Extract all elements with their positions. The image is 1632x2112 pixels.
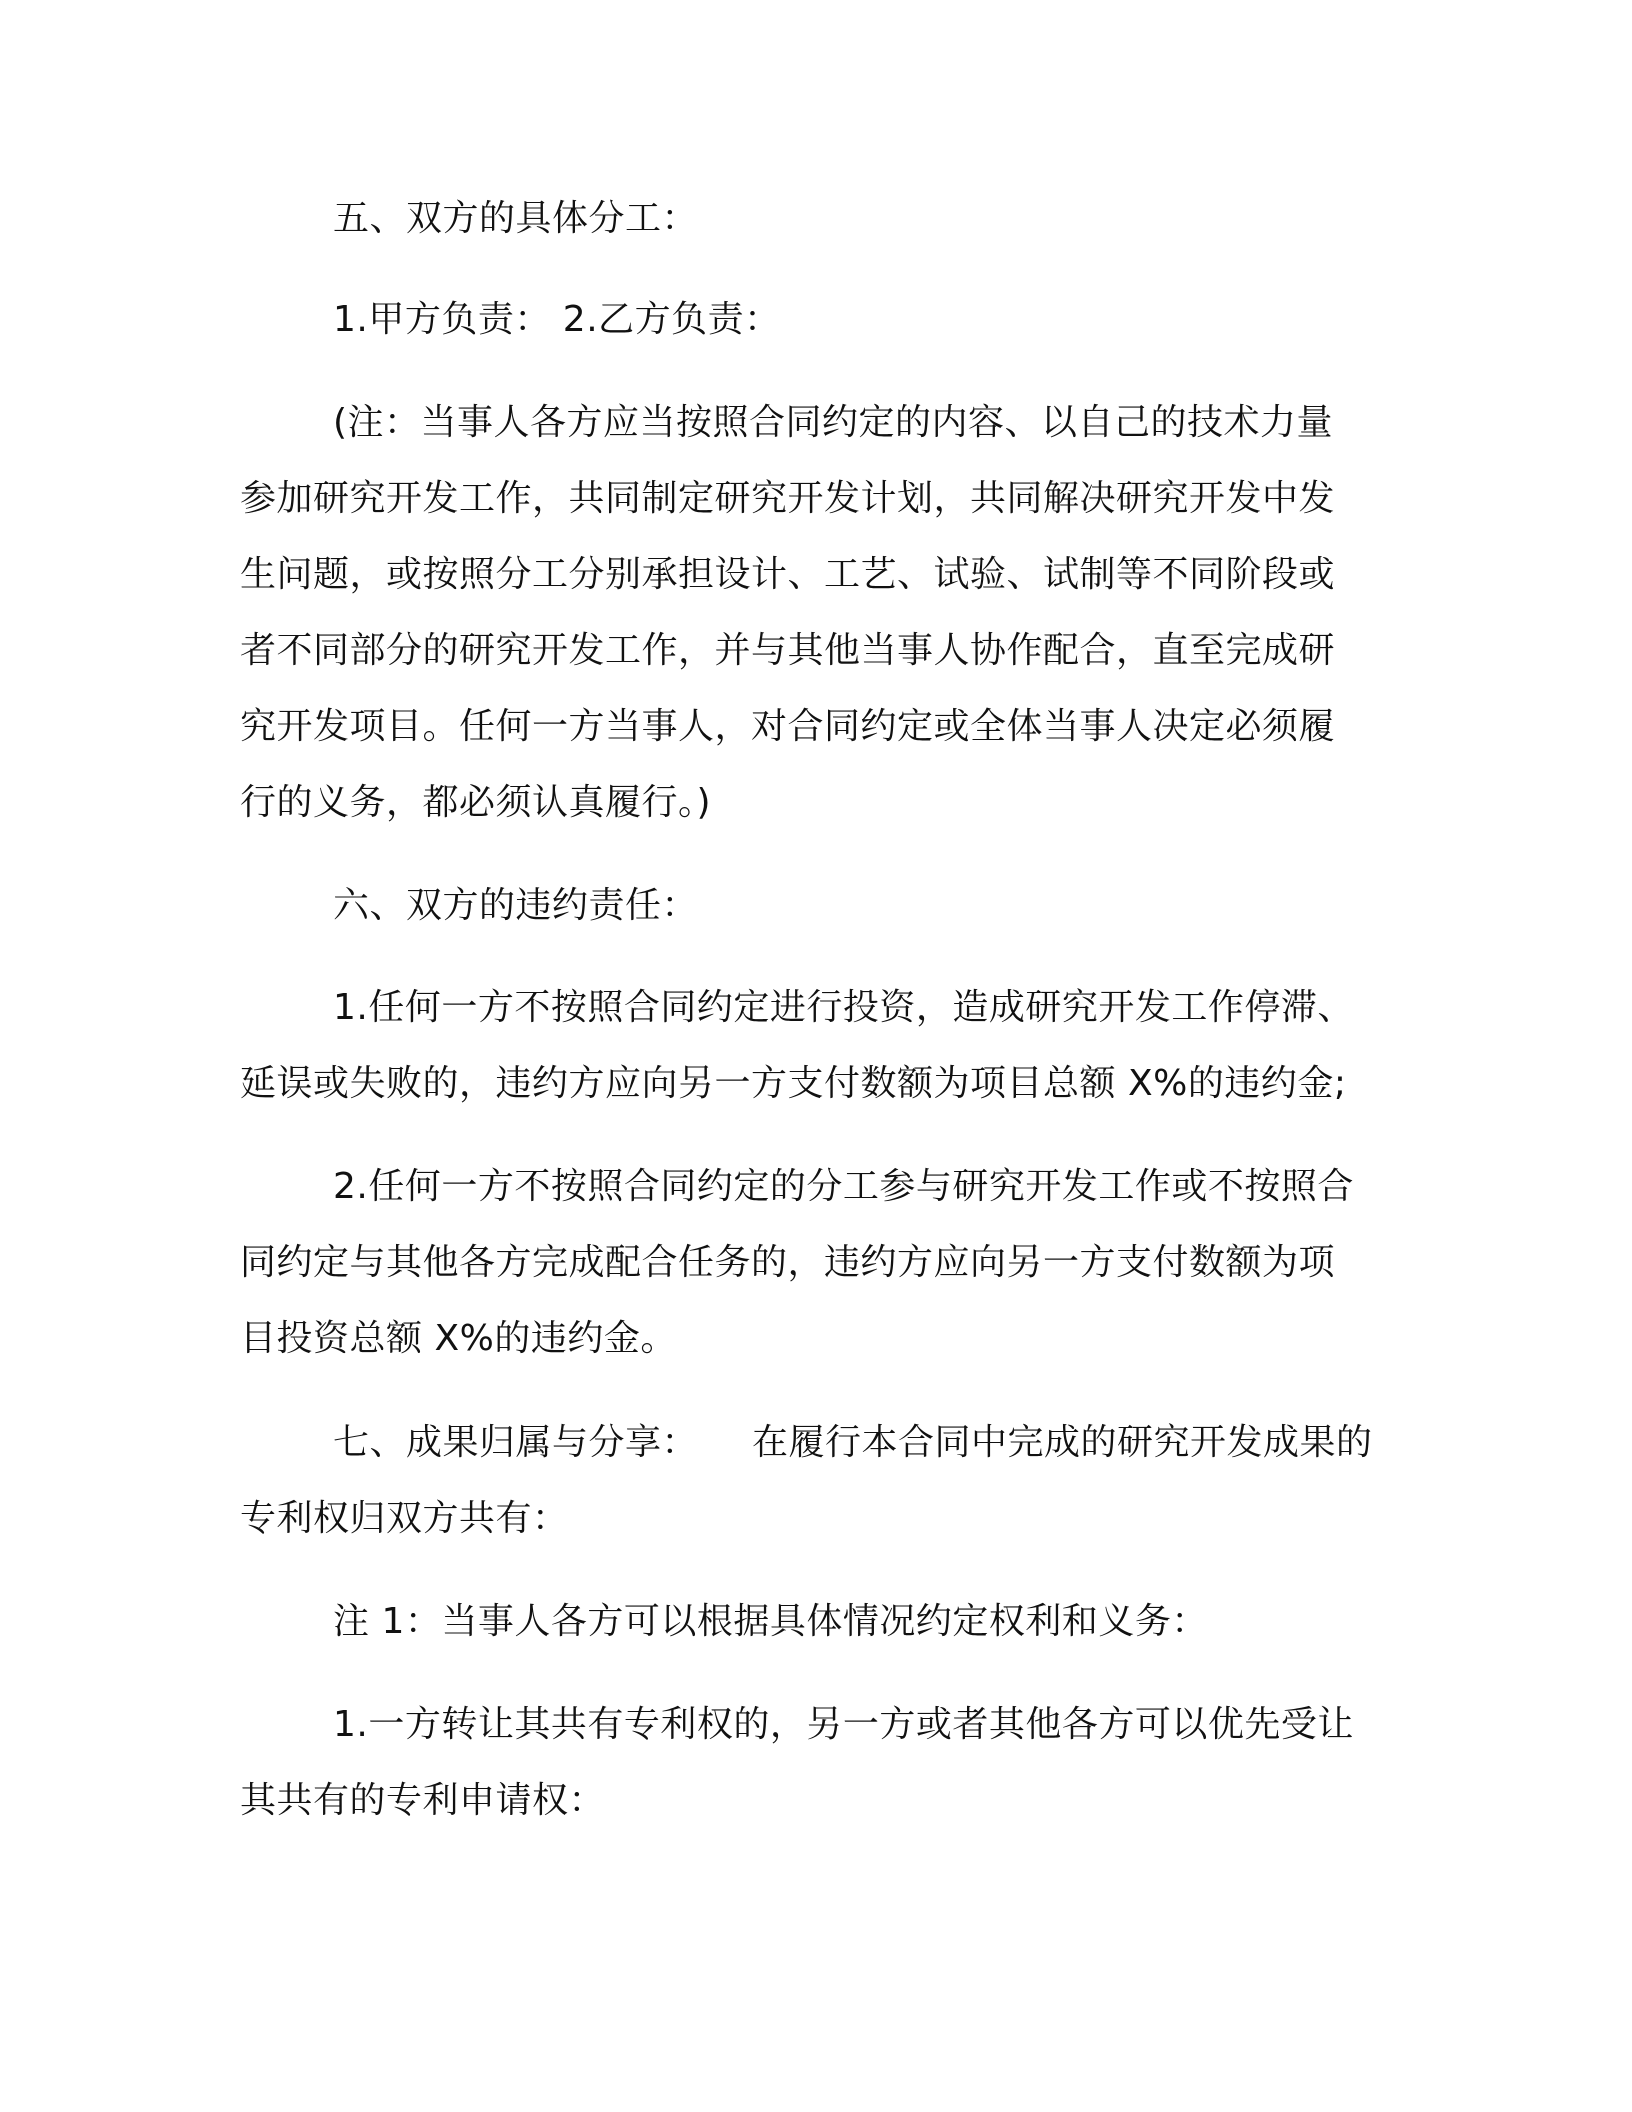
section5-note-line: (注：当事人各方应当按照合同约定的内容、以自己的技术力量 [333, 402, 1334, 443]
section6-item2-line: 目投资总额 X%的违约金。 [240, 1318, 677, 1359]
section5-note-line: 参加研究开发工作，共同制定研究开发计划，共同解决研究开发中发 [240, 478, 1336, 519]
section7-heading-line [333, 1421, 1373, 1465]
section6-item1-line: 1.任何一方不按照合同约定进行投资，造成研究开发工作停滞、 [333, 987, 1354, 1028]
section7-note1: 注 1：当事人各方可以根据具体情况约定权利和义务： [333, 1601, 1208, 1642]
section6-item1-line: 延误或失败的，违约方应向另一方支付数额为项目总额 X%的违约金; [240, 1063, 1347, 1104]
section7-line2: 专利权归双方共有： [240, 1498, 569, 1539]
section6-item2-line: 同约定与其他各方完成配合任务的，违约方应向另一方支付数额为项 [240, 1242, 1336, 1283]
section5-duties: 1.甲方负责： 2.乙方负责： [333, 299, 781, 340]
section5-heading: 五、双方的具体分工： [333, 198, 699, 239]
section5-note-line: 生问题，或按照分工分别承担设计、工艺、试验、试制等不同阶段或 [240, 554, 1336, 595]
section6-heading: 六、双方的违约责任： [333, 885, 699, 926]
section7-heading-continuation: 在履行本合同中完成的研究开发成果的 [752, 1422, 1373, 1463]
section5-note-line: 究开发项目。任何一方当事人，对合同约定或全体当事人决定必须履 [240, 706, 1336, 747]
section5-note-line: 者不同部分的研究开发工作，并与其他当事人协作配合，直至完成研 [240, 630, 1336, 671]
section6-item2-line: 2.任何一方不按照合同约定的分工参与研究开发工作或不按照合 [333, 1166, 1354, 1207]
section5-note-line: 行的义务，都必须认真履行。) [240, 782, 712, 823]
section7-heading: 七、成果归属与分享： [333, 1422, 699, 1463]
section7-item1-line: 1.一方转让其共有专利权的，另一方或者其他各方可以优先受让 [333, 1704, 1354, 1745]
section7-item1-line: 其共有的专利申请权： [240, 1780, 606, 1821]
